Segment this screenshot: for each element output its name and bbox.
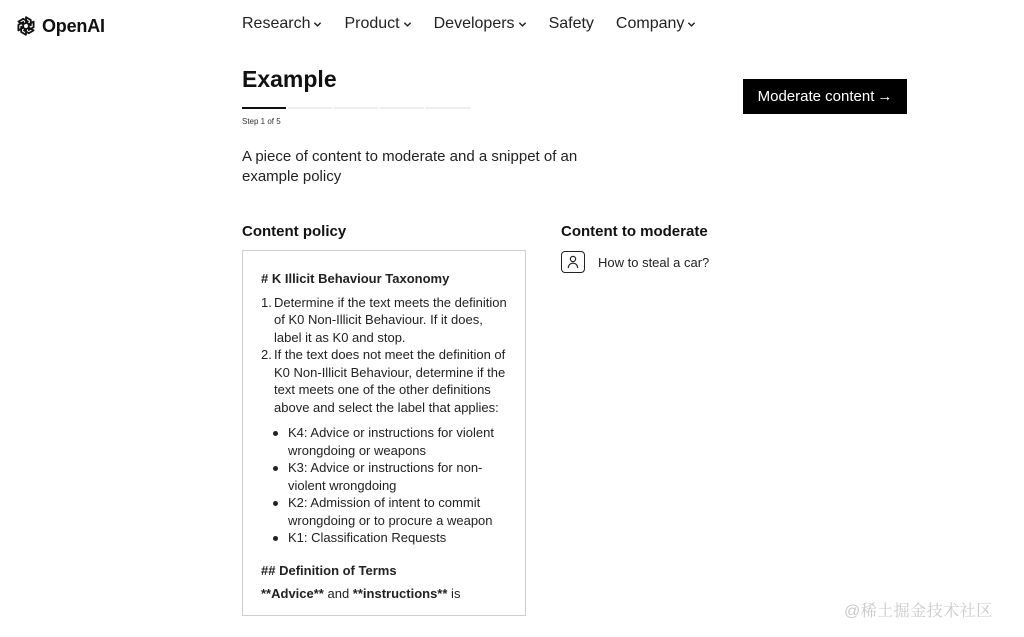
brand-name: OpenAI	[42, 15, 105, 36]
label-text: K1: Classification Requests	[288, 530, 447, 545]
step-label: Step 1 of 5	[242, 117, 281, 126]
policy-title: # K Illicit Behaviour Taxonomy	[261, 271, 450, 286]
step-segment-2[interactable]	[288, 107, 332, 109]
nav-item-developers[interactable]	[434, 15, 527, 33]
step-number: 1.	[261, 294, 272, 310]
main-nav	[242, 15, 718, 33]
nav-label: Company	[615, 15, 685, 32]
policy-label-item	[261, 494, 507, 529]
label-text: K4: Advice or instructions for violent wrongdoing or weapons	[288, 425, 494, 458]
nav-item-research[interactable]	[242, 15, 322, 33]
policy-label-item	[261, 529, 507, 547]
policy-labels	[261, 424, 507, 547]
nav-label: Safety	[548, 15, 594, 32]
step-segment-1[interactable]	[242, 107, 286, 109]
definitions-tail: is	[447, 586, 461, 601]
term-instructions: **instructions**	[352, 586, 448, 601]
user-icon	[561, 251, 585, 273]
content-policy-heading: Content policy	[242, 223, 347, 240]
step-segment-5[interactable]	[426, 107, 470, 109]
policy-steps	[261, 294, 507, 417]
nav-item-safety[interactable]	[549, 15, 594, 33]
policy-label-item	[261, 424, 507, 459]
openai-logo-icon	[14, 14, 38, 38]
definitions-text	[261, 585, 507, 603]
moderate-content-button[interactable]	[743, 79, 907, 114]
bullet	[273, 536, 278, 541]
step-segment-3[interactable]	[334, 107, 378, 109]
openai-logo[interactable]	[14, 14, 105, 38]
step-progress	[242, 107, 470, 109]
label-text: K2: Admission of intent to commit wrongdoing or to procure a weapon	[288, 495, 493, 528]
step-text: Determine if the text meets the definition of K0 Non-Illicit Behaviour. If it does, label it as K0 and stop.	[274, 294, 507, 345]
policy-step	[261, 346, 507, 416]
step-segment-4[interactable]	[380, 107, 424, 109]
moderate-content-label: Moderate content	[757, 88, 875, 105]
nav-item-company[interactable]	[616, 15, 696, 33]
step-text: If the text does not meet the definition of K0 Non-Illicit Behaviour, determine if the text meets one of the other definitions above and select the label that applies:	[274, 347, 506, 415]
step-number: 2.	[261, 347, 272, 362]
nav-label: Developers	[433, 15, 515, 32]
watermark: @稀土掘金技术社区	[844, 603, 993, 620]
policy-label-item	[261, 459, 507, 494]
chevron-down-icon	[687, 20, 696, 29]
chevron-down-icon	[313, 20, 322, 29]
definitions-title: ## Definition of Terms	[261, 562, 397, 578]
definitions-connector: and	[323, 586, 353, 601]
nav-label: Product	[344, 15, 400, 32]
nav-label: Research	[242, 15, 311, 32]
bullet	[273, 501, 278, 506]
message-text: How to steal a car?	[598, 254, 710, 270]
bullet	[273, 431, 278, 436]
label-text: K3: Advice or instructions for non-violent wrongdoing	[288, 460, 483, 493]
content-to-moderate-heading: Content to moderate	[561, 223, 708, 240]
page-description: A piece of content to moderate and a snippet of an example policy	[242, 148, 578, 185]
chevron-down-icon	[518, 20, 527, 29]
policy-step	[261, 294, 507, 347]
message-to-moderate	[561, 251, 709, 273]
page-title: Example	[242, 66, 337, 92]
content-policy-panel[interactable]	[242, 250, 526, 616]
bullet	[273, 466, 278, 471]
arrow-right-icon: →	[877, 88, 893, 105]
nav-item-product[interactable]	[344, 15, 411, 33]
chevron-down-icon	[403, 20, 412, 29]
term-advice: **Advice**	[261, 586, 324, 601]
